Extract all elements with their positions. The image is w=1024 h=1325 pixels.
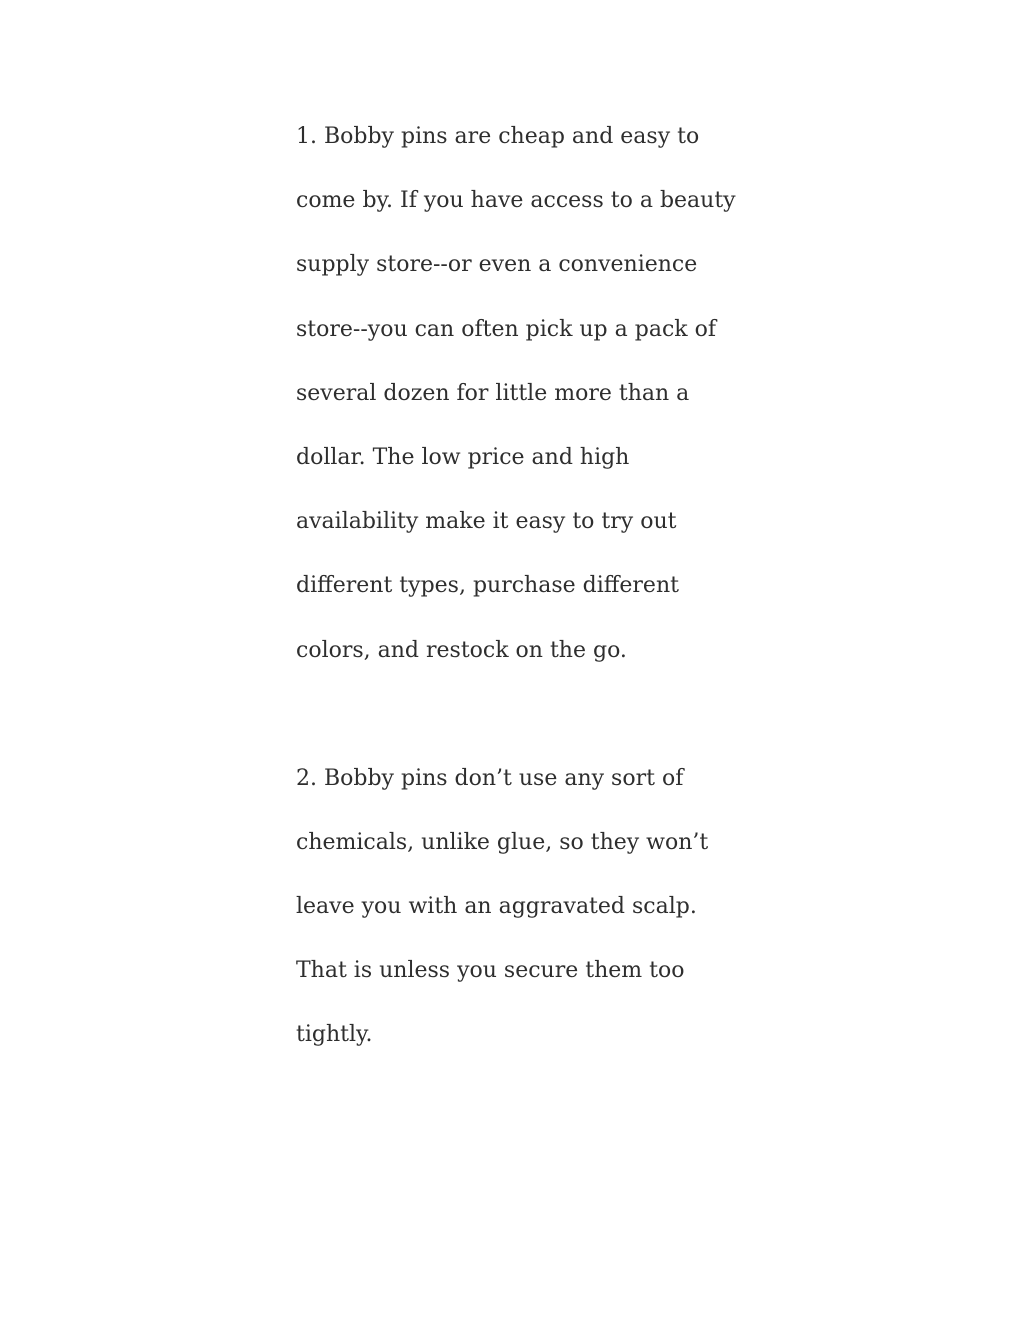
paragraph-spacer: [296, 683, 776, 747]
paragraph-1: [296, 105, 776, 683]
text-line: dollar. The low price and high: [296, 444, 630, 470]
article-body: [296, 105, 776, 1068]
text-line: come by. If you have access to a beauty: [296, 188, 736, 214]
text-line: tightly.: [296, 1022, 373, 1048]
text-line: availability make it easy to try out: [296, 509, 677, 535]
text-line: That is unless you secure them too: [296, 958, 685, 984]
text-line: supply store--or even a convenience: [296, 252, 698, 278]
text-line: 2. Bobby pins don’t use any sort of: [296, 765, 684, 791]
text-line: different types, purchase different: [296, 573, 679, 599]
text-line: chemicals, unlike glue, so they won’t: [296, 829, 709, 855]
text-line: 1. Bobby pins are cheap and easy to: [296, 124, 700, 149]
paragraph-2: [296, 747, 776, 1068]
text-line: colors, and restock on the go.: [296, 637, 627, 663]
text-line: leave you with an aggravated scalp.: [296, 894, 697, 920]
text-line: several dozen for little more than a: [296, 380, 690, 406]
text-line: store--you can often pick up a pack of: [296, 316, 716, 342]
